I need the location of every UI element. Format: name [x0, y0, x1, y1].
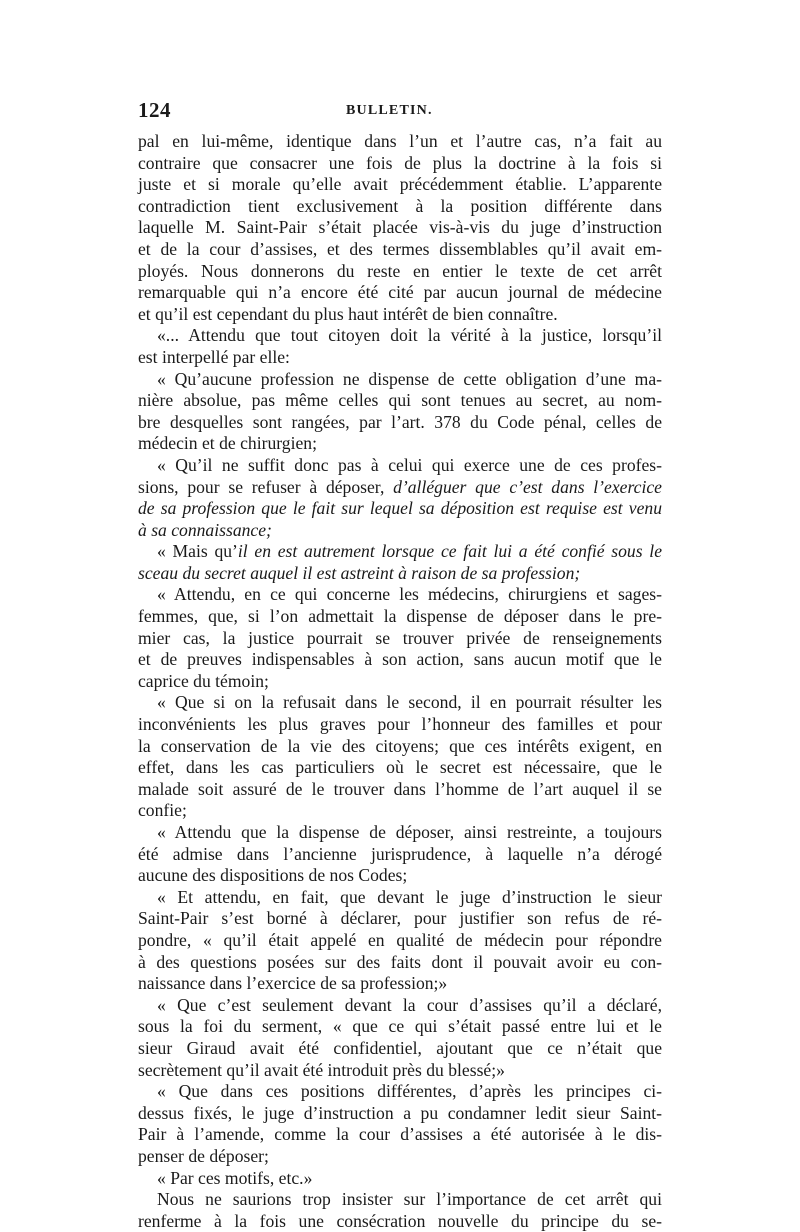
text-line — [138, 1060, 662, 1082]
text-line — [138, 347, 662, 369]
text-line-roman: secrètement qu’il avait été introduit près du blessé;» — [138, 1059, 505, 1080]
text-line — [138, 174, 662, 196]
text-line — [138, 196, 662, 218]
text-line-roman: pal en lui-même, identique dans l’un et l’autre cas, n’a fait au — [138, 131, 662, 151]
text-line — [138, 952, 662, 974]
text-line — [138, 1189, 662, 1211]
text-line-roman: renferme à la fois une consécration nouvelle du principe du se- — [138, 1210, 662, 1231]
text-line-roman: et de la cour d’assises, et des termes dissemblables qu’il avait em- — [138, 238, 662, 259]
text-line — [138, 908, 662, 930]
text-line-roman: confie; — [138, 800, 187, 821]
text-line-roman: naissance dans l’exercice de sa profession;» — [138, 973, 448, 994]
page-number: 124 — [138, 98, 171, 122]
text-line-roman: « Qu’il ne suffit donc pas à celui qui exerce une de ces profes- — [157, 454, 662, 475]
running-title: BULLETIN. — [346, 103, 433, 118]
text-line-roman: pondre, « qu’il était appelé en qualité de médecin pour répondre — [138, 929, 662, 950]
text-line — [138, 736, 662, 758]
text-line-roman: et qu’il est cependant du plus haut intérêt de bien connaître. — [138, 303, 558, 324]
text-line — [138, 930, 662, 952]
text-line-roman: « Qu’aucune profession ne dispense de cette obligation d’une ma- — [157, 368, 662, 389]
text-line — [138, 1146, 662, 1168]
text-line-roman: malade soit assuré de le trouver dans l’homme de l’art auquel il se — [138, 778, 662, 799]
text-line — [138, 390, 662, 412]
text-line — [138, 865, 662, 887]
text-line-roman: «... Attendu que tout citoyen doit la vérité à la justice, lorsqu’il — [157, 325, 662, 346]
text-line — [138, 1038, 662, 1060]
text-line-roman: bre desquelles sont rangées, par l’art. 378 du Code pénal, celles de — [138, 411, 662, 432]
text-line-roman: sous la foi du serment, « que ce qui s’était passé entre lui et le — [138, 1016, 662, 1037]
text-line-roman: contradiction tient exclusivement à la position différente dans — [138, 195, 662, 216]
text-line-roman: à des questions posées sur des faits dont il pouvait avoir eu con- — [138, 951, 662, 972]
body-text — [138, 131, 662, 1232]
text-line — [138, 649, 662, 671]
text-line — [138, 131, 662, 153]
text-line — [138, 1016, 662, 1038]
text-line — [138, 887, 662, 909]
text-line — [138, 606, 662, 628]
text-line — [138, 325, 662, 347]
text-line — [138, 1124, 662, 1146]
page-header — [138, 98, 662, 128]
text-line-roman: mier cas, la justice pourrait se trouver privée de renseignements — [138, 627, 662, 648]
text-line-italic: à sa connaissance; — [138, 519, 272, 540]
text-line-roman: « Par ces motifs, etc.» — [157, 1167, 313, 1188]
text-line-roman: remarquable qui n’a encore été cité par aucun journal de médecine — [138, 282, 662, 303]
text-line-roman: Nous ne saurions trop insister sur l’importance de cet arrêt qui — [157, 1189, 662, 1210]
text-line-roman: « Que c’est seulement devant la cour d’assises qu’il a déclaré, — [157, 994, 662, 1015]
text-line-roman: effet, dans les cas particuliers où le secret est nécessaire, que le — [138, 757, 662, 778]
text-line-roman: dessus fixés, le juge d’instruction a pu condamner ledit sieur Saint- — [138, 1102, 662, 1123]
text-line — [138, 455, 662, 477]
text-line-roman: laquelle M. Saint-Pair s’était placée vis-à-vis du juge d’instruction — [138, 217, 662, 238]
text-line-roman: ployés. Nous donnerons du reste en entier le texte de cet arrêt — [138, 260, 662, 281]
text-line-roman: aucune des dispositions de nos Codes; — [138, 865, 408, 886]
text-line — [138, 282, 662, 304]
text-line-roman: « Mais qu’ — [157, 541, 238, 562]
text-line-roman: la conservation de la vie des citoyens; que ces intérêts exigent, en — [138, 735, 662, 756]
text-line — [138, 822, 662, 844]
text-line-roman: sieur Giraud avait été confidentiel, ajoutant que ce n’était que — [138, 1037, 662, 1058]
text-line — [138, 1103, 662, 1125]
text-line-roman: « Et attendu, en fait, que devant le juge d’instruction le sieur — [157, 886, 662, 907]
text-line — [138, 541, 662, 563]
text-line — [138, 628, 662, 650]
text-line-roman: « Que dans ces positions différentes, d’après les principes ci- — [157, 1081, 662, 1102]
text-line — [138, 520, 662, 542]
text-line — [138, 1081, 662, 1103]
text-line-roman: « Attendu que la dispense de déposer, ainsi restreinte, a toujours — [157, 822, 662, 842]
text-line — [138, 973, 662, 995]
text-line — [138, 261, 662, 283]
text-line-roman: caprice du témoin; — [138, 670, 269, 691]
text-line-roman: penser de déposer; — [138, 1145, 269, 1166]
text-line — [138, 844, 662, 866]
text-line — [138, 714, 662, 736]
text-line — [138, 757, 662, 779]
text-line — [138, 477, 662, 499]
text-line — [138, 433, 662, 455]
text-line — [138, 779, 662, 801]
text-line-roman: inconvénients les plus graves pour l’honneur des familles et pour — [138, 714, 662, 735]
text-line — [138, 217, 662, 239]
text-line-roman: été admise dans l’ancienne jurisprudence, à laquelle n’a dérogé — [138, 843, 662, 864]
text-line — [138, 1168, 662, 1190]
text-line-roman: femmes, que, si l’on admettait la dispense de déposer dans le pre- — [138, 606, 662, 627]
text-line-roman: juste et si morale qu’elle avait précédemment établie. L’apparente — [138, 174, 662, 195]
text-line-italic: sceau du secret auquel il est astreint à raison de sa profession; — [138, 562, 581, 583]
text-line — [138, 671, 662, 693]
text-line-roman: Saint-Pair s’est borné à déclarer, pour justifier son refus de ré- — [138, 908, 662, 929]
text-line — [138, 1211, 662, 1232]
text-line-italic: il en est autrement lorsque ce fait lui a été confié sous le — [237, 541, 662, 562]
text-line-roman: médecin et de chirurgien; — [138, 433, 317, 454]
text-line-roman: « Que si on la refusait dans le second, il en pourrait résulter les — [157, 692, 662, 713]
text-line-roman: contraire que consacrer une fois de plus la doctrine à la fois si — [138, 152, 662, 173]
text-line — [138, 800, 662, 822]
text-line — [138, 239, 662, 261]
text-line-roman: sions, pour se refuser à déposer, — [138, 476, 394, 497]
text-line-italic: de sa profession que le fait sur lequel sa déposition est requise est venu — [138, 498, 662, 519]
text-line-roman: et de preuves indispensables à son action, sans aucun motif que le — [138, 649, 662, 670]
text-line — [138, 584, 662, 606]
text-line-italic: d’alléguer que c’est dans l’exercice — [393, 476, 662, 497]
text-line — [138, 995, 662, 1017]
text-line — [138, 153, 662, 175]
text-line — [138, 369, 662, 391]
text-line — [138, 412, 662, 434]
text-line — [138, 563, 662, 585]
text-line — [138, 692, 662, 714]
text-line-roman: « Attendu, en ce qui concerne les médecins, chirurgiens et sages- — [157, 584, 662, 605]
text-line-roman: nière absolue, pas même celles qui sont tenues au secret, au nom- — [138, 390, 662, 411]
text-line-roman: Pair à l’amende, comme la cour d’assises a été autorisée à le dis- — [138, 1124, 662, 1145]
text-line — [138, 498, 662, 520]
text-line-roman: est interpellé par elle: — [138, 346, 290, 367]
text-line — [138, 304, 662, 326]
